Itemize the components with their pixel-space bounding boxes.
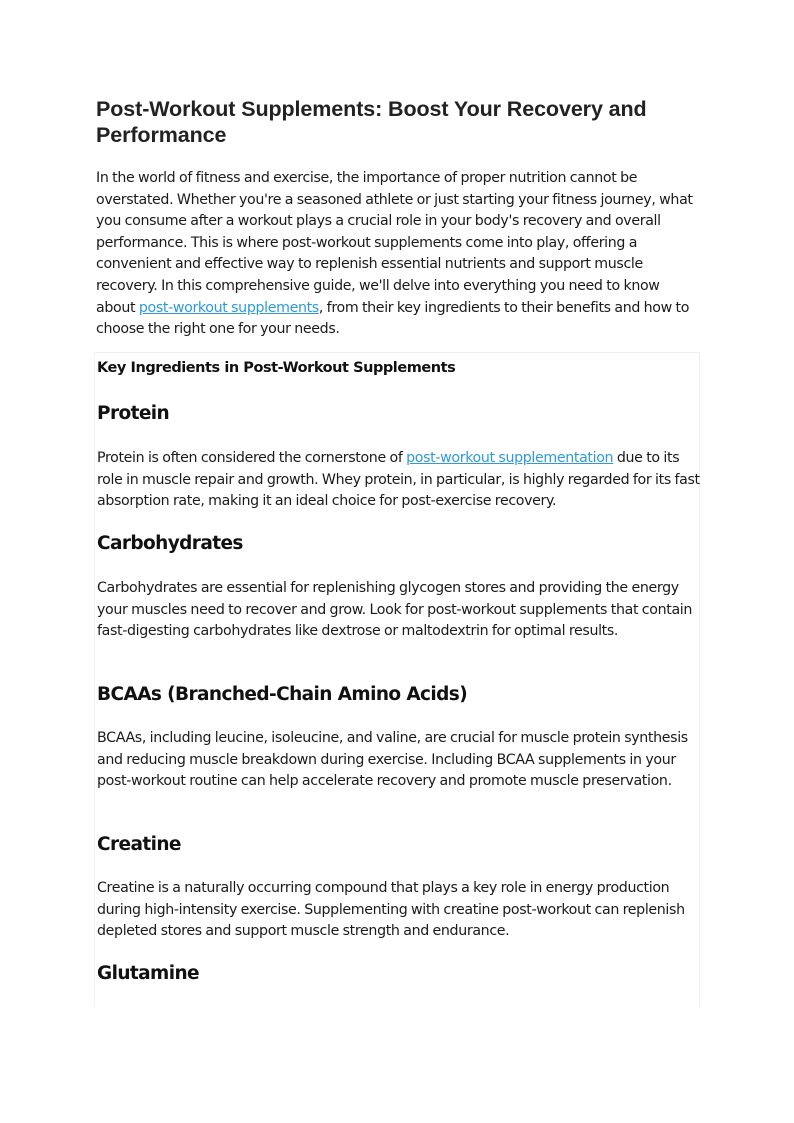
article-title: Post-Workout Supplements: Boost Your Recovery and Performance [96,97,647,147]
carbohydrates-paragraph: Carbohydrates are essential for replenishing glycogen stores and providing the energy your muscles need to recover and grow. Look for post-workout supplements that contain fast-digesting carbohydrates like dextrose or maltodextrin for optimal results. [97,580,693,640]
protein-paragraph [97,448,703,513]
protein-text-after-link: due to its role in muscle repair and growth. Whey protein, in particular, is highly regarded for its fast absorption rate, making it an ideal choice for post-exercise recovery. [97,450,700,510]
protein-text-before-link: Protein is often considered the cornerstone of [97,450,407,466]
intro-paragraph [96,168,702,341]
protein-heading: Protein [97,403,170,424]
bcaas-heading: BCAAs (Branched-Chain Amino Acids) [97,684,468,705]
key-ingredients-section [94,352,700,1007]
creatine-heading: Creatine [97,834,181,855]
glutamine-heading: Glutamine [97,963,199,984]
intro-text-after-link: , from their key ingredients to their benefits and how to choose the right one for your needs. [96,299,690,338]
intro-text-before-link: In the world of fitness and exercise, the importance of proper nutrition cannot be overstated. Whether you're a seasoned athlete or just starting your fitness journey, what you consume after a workout plays a crucial role in your body's recovery and overall performance. This is where post-workout supplements come into play, offering a convenient and effective way to replenish essential nutrients and support muscle recovery. In this comprehensive guide, we'll delve into everything you need to know about [96,170,693,316]
post-workout-supplements-link[interactable]: post-workout supplements [138,299,319,316]
carbohydrates-heading: Carbohydrates [97,533,243,554]
key-ingredients-heading: Key Ingredients in Post-Workout Supplements [97,360,456,376]
post-workout-supplementation-link[interactable]: post-workout supplementation [406,450,614,466]
creatine-paragraph: Creatine is a naturally occurring compound that plays a key role in energy production during high-intensity exercise. Supplementing with creatine post-workout can replenish depleted stores and support muscle strength and endurance. [97,880,685,940]
bcaas-paragraph: BCAAs, including leucine, isoleucine, and valine, are crucial for muscle protein synthesis and reducing muscle breakdown during exercise. Including BCAA supplements in your post-workout routine can help accelerate recovery and promote muscle preservation. [97,730,688,790]
